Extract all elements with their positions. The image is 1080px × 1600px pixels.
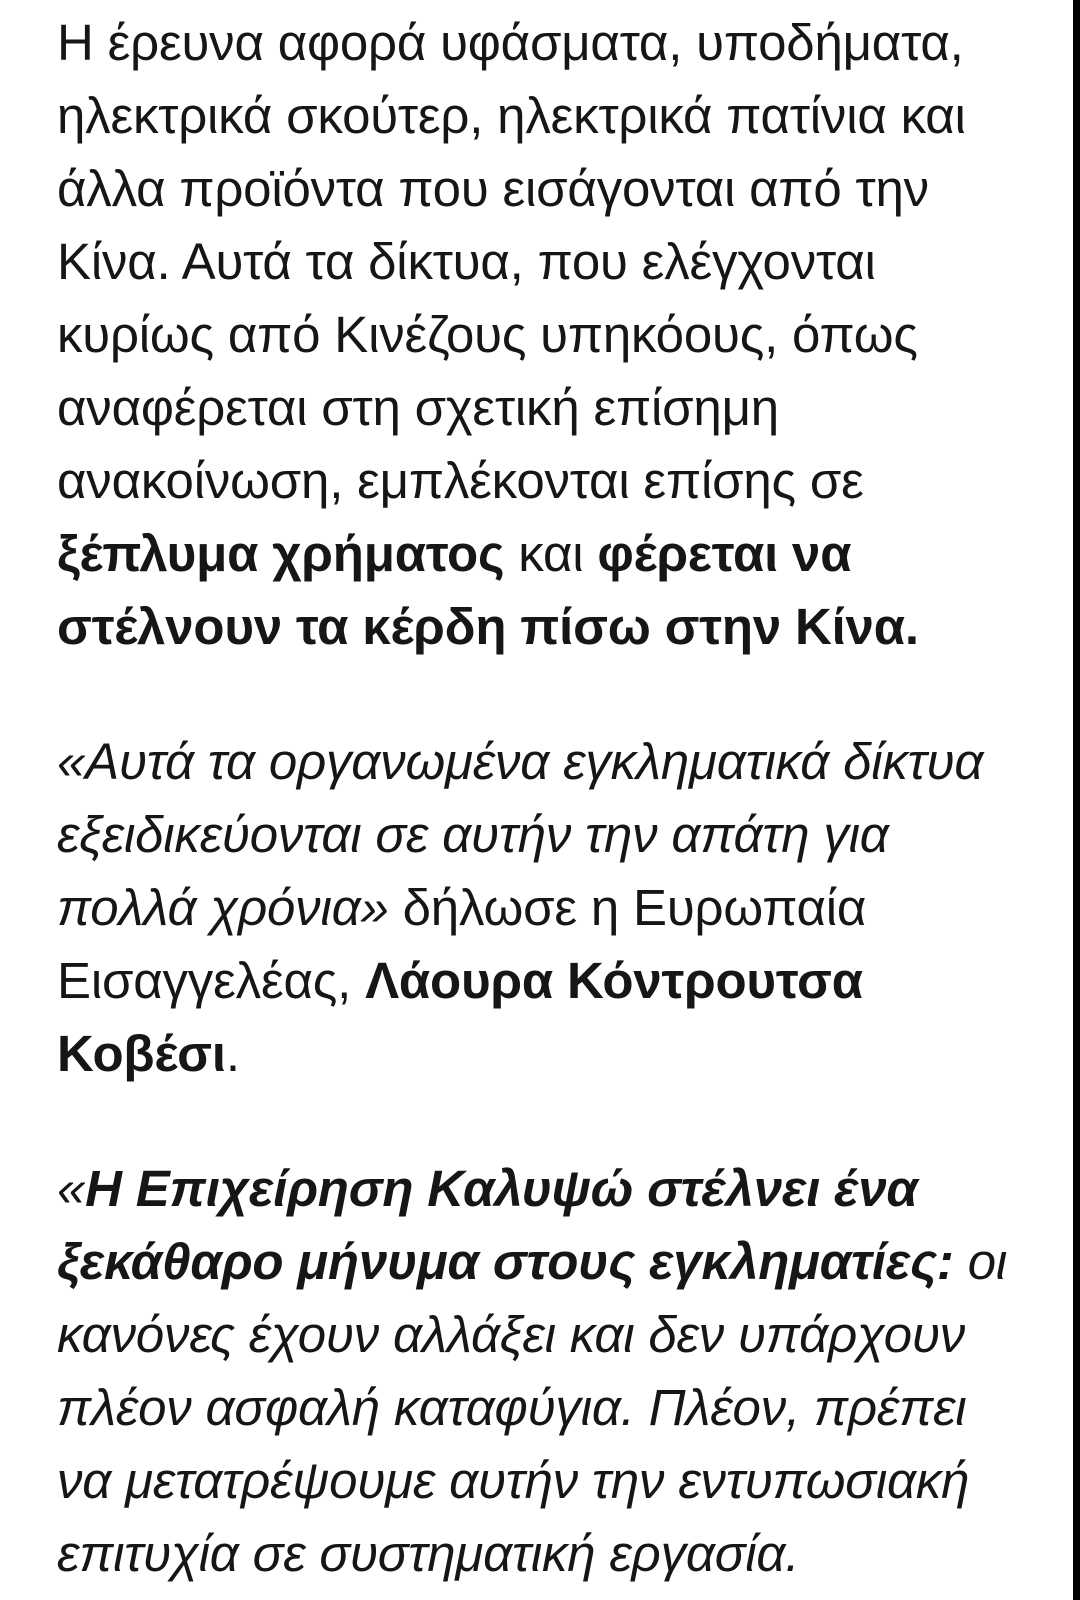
quote-italic: κανόνες έχουν αλλάξει και δεν υπάρχουν: [57, 1306, 966, 1363]
text-line: [57, 444, 1080, 517]
window-edge-bar: [1073, 0, 1080, 1600]
text-line: [57, 6, 1080, 79]
quote-italic: οι: [953, 1233, 1007, 1290]
quote-italic: «: [57, 1160, 86, 1217]
text-line: [57, 798, 1080, 871]
bold-emphasis: ξέπλυμα χρήματος: [57, 525, 505, 582]
person-name-bold: Λάουρα Κόντρουτσα: [365, 952, 863, 1009]
quote-italic: εξειδικεύονται σε αυτήν την απάτη για: [57, 806, 889, 863]
text-segment: και: [504, 525, 598, 582]
text-segment: Κίνα. Αυτά τα δίκτυα, που ελέγχονται: [57, 233, 876, 290]
text-line: [57, 298, 1080, 371]
text-line: [57, 871, 1080, 944]
text-line: [57, 152, 1080, 225]
text-segment: ηλεκτρικά σκούτερ, ηλεκτρικά πατίνια και: [57, 87, 966, 144]
quote-italic: πλέον ασφαλή καταφύγια. Πλέον, πρέπει: [57, 1379, 967, 1436]
text-line: [57, 517, 1080, 590]
text-line: [57, 371, 1080, 444]
text-line: [57, 1017, 1080, 1090]
text-line: [57, 79, 1080, 152]
bold-emphasis: στέλνουν τα κέρδη πίσω στην Κίνα.: [57, 598, 919, 655]
paragraph-1: [57, 6, 1080, 663]
quote-italic: πολλά χρόνια»: [57, 879, 389, 936]
text-line: [57, 1298, 1080, 1371]
text-line: [57, 1371, 1080, 1444]
text-segment: άλλα προϊόντα που εισάγονται από την: [57, 160, 929, 217]
text-segment: Εισαγγελέας,: [57, 952, 366, 1009]
paragraph-3: [57, 1152, 1080, 1590]
text-line: [57, 1225, 1080, 1298]
quote-italic: επιτυχία σε συστηματική εργασία.: [57, 1525, 800, 1582]
text-line: [57, 1517, 1080, 1590]
quote-italic: «Αυτά τα οργανωμένα εγκληματικά δίκτυα: [57, 733, 984, 790]
text-segment: ανακοίνωση, εμπλέκονται επίσης σε: [57, 452, 864, 509]
text-segment: κυρίως από Κινέζους υπηκόους, όπως: [57, 306, 918, 363]
text-line: [57, 1152, 1080, 1225]
bold-italic-emphasis: Η Επιχείρηση Καλυψώ στέλνει ένα: [85, 1160, 918, 1217]
text-segment: δήλωσε η Ευρωπαία: [388, 879, 867, 936]
paragraph-2: [57, 725, 1080, 1090]
text-line: [57, 725, 1080, 798]
text-line: [57, 944, 1080, 1017]
text-line: [57, 590, 1080, 663]
text-segment: Η έρευνα αφορά υφάσματα, υποδήματα,: [57, 14, 964, 71]
text-segment: αναφέρεται στη σχετική επίσημη: [57, 379, 779, 436]
person-name-bold: Κοβέσι: [57, 1025, 226, 1082]
text-segment: .: [225, 1025, 240, 1082]
bold-italic-emphasis: ξεκάθαρο μήνυμα στους εγκληματίες:: [57, 1233, 954, 1290]
text-line: [57, 225, 1080, 298]
text-line: [57, 1444, 1080, 1517]
quote-italic: να μετατρέψουμε αυτήν την εντυπωσιακή: [57, 1452, 970, 1509]
bold-emphasis: φέρεται να: [597, 525, 852, 582]
